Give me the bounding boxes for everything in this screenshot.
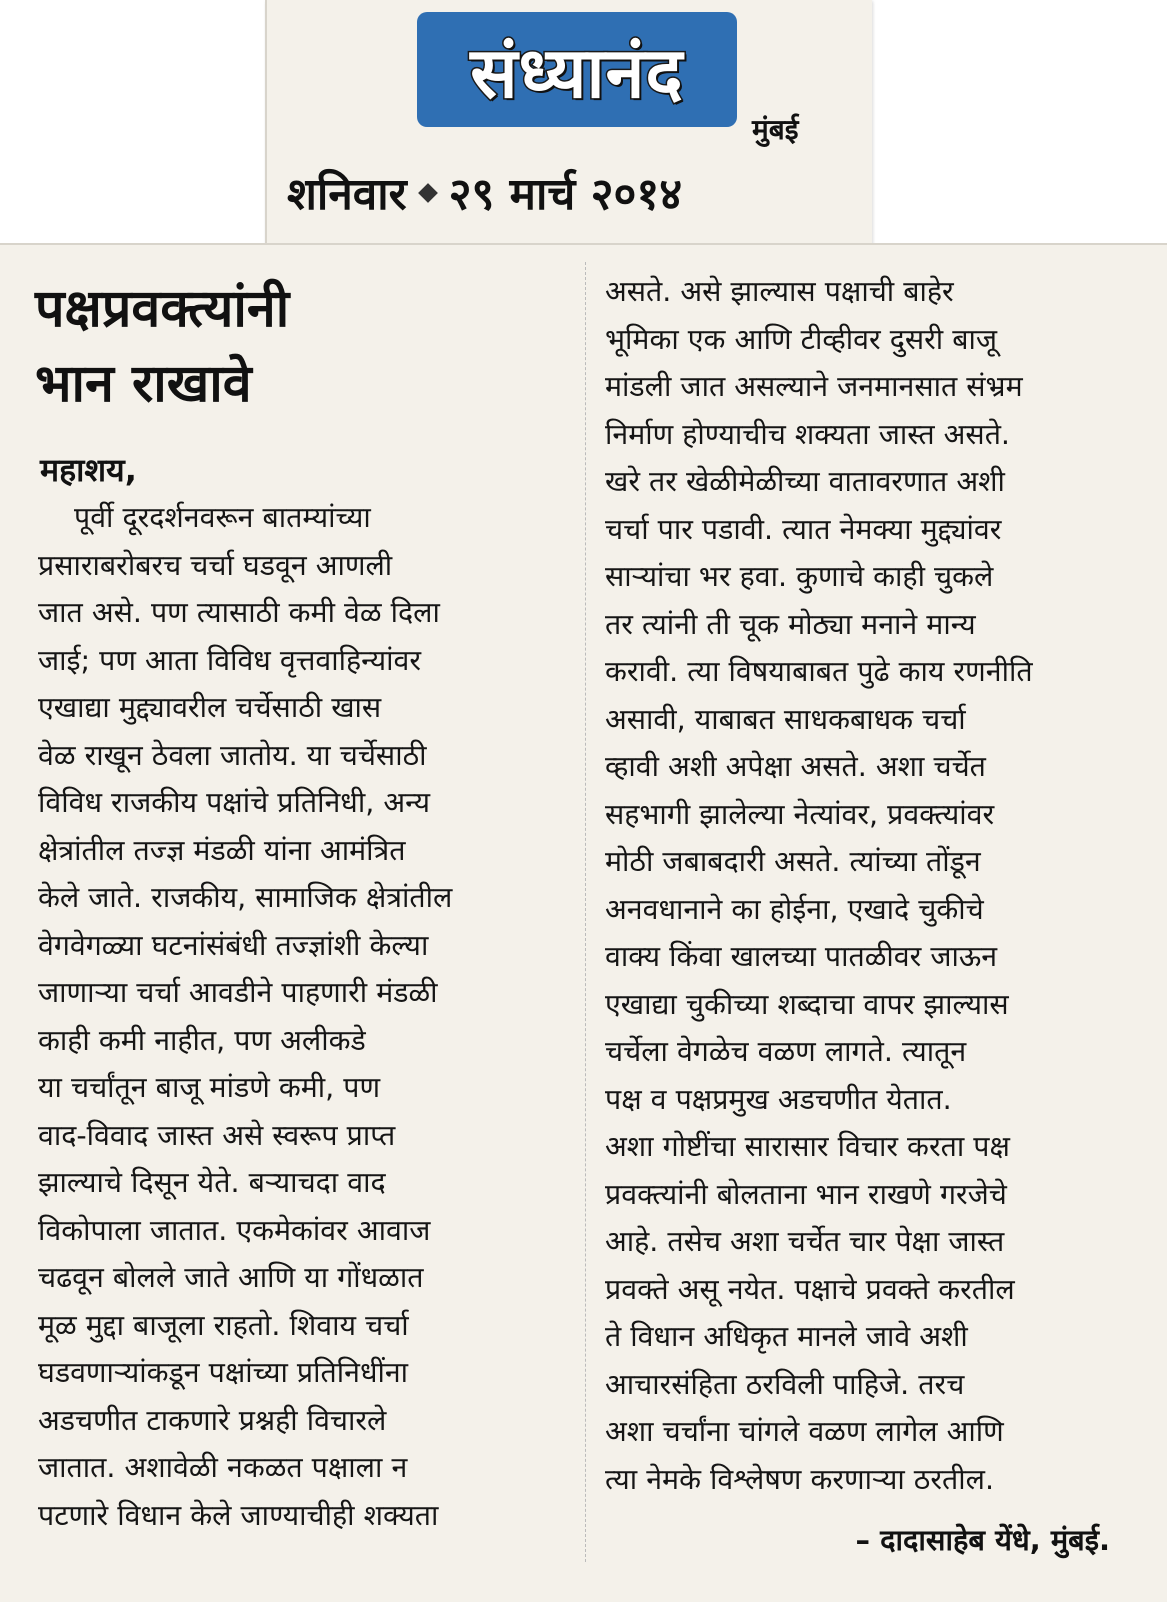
article-line: प्रवक्त्यांनी बोलताना भान राखणे गरजेचे (605, 1177, 1007, 1211)
article-line: वाद-विवाद जास्त असे स्वरूप प्राप्त (38, 1118, 396, 1152)
article-line: अशा गोष्टींचा सारासार विचार करता पक्ष (605, 1130, 1010, 1163)
article-line: मोठी जबाबदारी असते. त्यांच्या तोंडून (605, 845, 981, 878)
article-line: साऱ्यांचा भर हवा. कुणाचे काही चुकले (605, 560, 994, 593)
weekday: शनिवार (287, 169, 407, 220)
article-line: चर्चा पार पडावी. त्यात नेमक्या मुद्द्यांवर (605, 512, 1002, 546)
article-line: जातात. अशावेळी नकळत पक्षाला न (38, 1451, 408, 1484)
article-line: सहभागी झालेल्या नेत्यांवर, प्रवक्त्यांवर (605, 797, 995, 831)
article-line: वेळ राखून ठेवला जातोय. या चर्चेसाठी (38, 738, 427, 772)
article-headline (35, 272, 575, 423)
article-line: असावी, याबाबत साधकबाधक चर्चा (605, 702, 966, 736)
article-line: निर्माण होण्याचीच शक्यता जास्त असते. (605, 417, 1010, 451)
article-line: पूर्वी दूरदर्शनवरून बातम्यांच्या (74, 501, 371, 534)
article-line: अनवधानाने का होईना, एखादे चुकीचे (605, 892, 984, 926)
article-line: वेगवेगळ्या घटनांसंबंधी तज्ज्ञांशी केल्या (38, 928, 429, 962)
article-line: त्या नेमके विश्लेषण करणाऱ्या ठरतील. (605, 1462, 995, 1496)
article-column-left (38, 494, 566, 1539)
article-line: विविध राजकीय पक्षांचे प्रतिनिधी, अन्य (38, 786, 431, 819)
article-line: केले जाते. राजकीय, सामाजिक क्षेत्रांतील (38, 881, 453, 914)
publication-date: २९ मार्च २०१४ (448, 169, 683, 220)
article-line: खरे तर खेळीमेळीच्या वातावरणात अशी (605, 465, 1005, 498)
article-line: भूमिका एक आणि टीव्हीवर दुसरी बाजू (605, 322, 998, 356)
article-column-right (605, 268, 1120, 1503)
salutation: महाशय, (40, 451, 137, 489)
article-line: या चर्चांतून बाजू मांडणे कमी, पण (38, 1071, 381, 1104)
article-line: घडवणाऱ्यांकडून पक्षांच्या प्रतिनिधींना (38, 1356, 409, 1389)
article-line: जाई; पण आता विविध वृत्तवाहिन्यांवर (38, 643, 421, 677)
newspaper-name: संध्यानंद (470, 31, 684, 114)
article-line: जात असे. पण त्यासाठी कमी वेळ दिला (38, 596, 440, 629)
article-line: चर्चेला वेगळेच वळण लागते. त्यातून (605, 1035, 967, 1068)
article-line: झाल्याचे दिसून येते. बऱ्याचदा वाद (38, 1166, 386, 1199)
article-line: अडचणीत टाकणारे प्रश्नही विचारले (38, 1403, 387, 1437)
newspaper-logo (417, 12, 737, 127)
column-divider (585, 262, 586, 1562)
article-line: विकोपाला जातात. एकमेकांवर आवाज (38, 1213, 431, 1247)
article-line: मूळ मुद्दा बाजूला राहतो. शिवाय चर्चा (38, 1308, 409, 1342)
article-line: एखाद्या चुकीच्या शब्दाचा वापर झाल्यास (605, 987, 1009, 1021)
article-line: जाणाऱ्या चर्चा आवडीने पाहणारी मंडळी (38, 976, 438, 1009)
article-line: मांडली जात असल्याने जनमानसात संभ्रम (605, 370, 1023, 403)
article-line: वाक्य किंवा खालच्या पातळीवर जाऊन (605, 940, 998, 973)
article-line: काही कमी नाहीत, पण अलीकडे (38, 1023, 366, 1057)
article-line: असते. असे झाल्यास पक्षाची बाहेर (605, 275, 954, 308)
article-line: पटणारे विधान केले जाण्याचीही शक्यता (38, 1498, 439, 1532)
headline-line: भान राखावे (35, 354, 252, 415)
article-line: करावी. त्या विषयाबाबत पुढे काय रणनीति (605, 655, 1033, 688)
article-line: व्हावी अशी अपेक्षा असते. अशा चर्चेत (605, 750, 986, 783)
article-line: क्षेत्रांतील तज्ज्ञ मंडळी यांना आमंत्रित (38, 833, 406, 867)
headline-line: पक्षप्रवक्त्यांनी (35, 279, 290, 339)
article-line: तर त्यांनी ती चूक मोठ्या मनाने मान्य (605, 607, 976, 641)
masthead-clipping (265, 0, 872, 252)
article-line: चढवून बोलले जाते आणि या गोंधळात (38, 1261, 424, 1294)
article-line: पक्ष व पक्षप्रमुख अडचणीत येतात. (605, 1082, 952, 1116)
diamond-separator-icon (418, 183, 438, 203)
article-line: आचारसंहिता ठरविली पाहिजे. तरच (605, 1367, 965, 1401)
edition-city: मुंबई (752, 113, 799, 146)
article-line: प्रवक्ते असू नयेत. पक्षाचे प्रवक्ते करतील (605, 1272, 1015, 1306)
article-line: एखाद्या मुद्द्यावरील चर्चेसाठी खास (38, 691, 382, 724)
dateline (287, 162, 847, 222)
letter-signature: – दादासाहेब येंधे, मुंबई. (855, 1523, 1110, 1557)
article-line: ते विधान अधिकृत मानले जावे अशी (605, 1320, 968, 1353)
article-line: आहे. तसेच अशा चर्चेत चार पेक्षा जास्त (605, 1225, 1005, 1258)
article-line: प्रसाराबरोबरच चर्चा घडवून आणली (38, 548, 393, 582)
article-line: अशा चर्चांना चांगले वळण लागेल आणि (605, 1415, 1004, 1448)
